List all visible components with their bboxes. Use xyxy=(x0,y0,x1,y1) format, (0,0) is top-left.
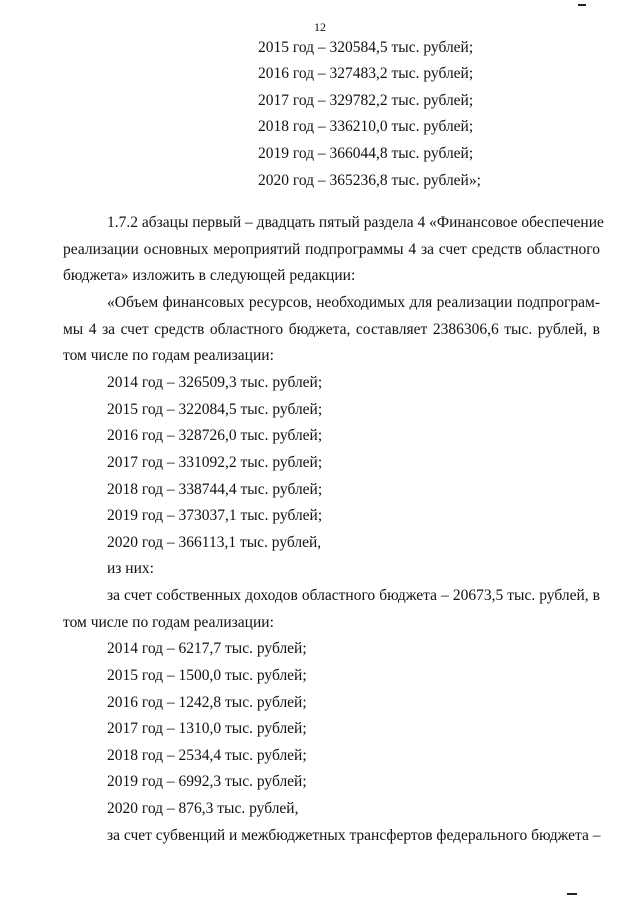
list-item: 2015 год – 320584,5 тыс. рублей; xyxy=(258,39,474,56)
list-item: 2014 год – 6217,7 тыс. рублей; xyxy=(107,640,307,657)
list-item: 2019 год – 366044,8 тыс. рублей; xyxy=(258,145,474,162)
list-item: 2016 год – 1242,8 тыс. рублей; xyxy=(107,694,307,711)
list-item: 2015 год – 322084,5 тыс. рублей; xyxy=(107,401,323,418)
list-item: 2015 год – 1500,0 тыс. рублей; xyxy=(107,667,307,684)
quote-para-line-1: «Объем финансовых ресурсов, необходимых для реализации подпрограм- xyxy=(107,294,600,311)
list-item: 2018 год – 338744,4 тыс. рублей; xyxy=(107,481,323,498)
quote-para-line-2: мы 4 за счет средств областного бюджета, составляет 2386306,6 тыс. рублей, в xyxy=(63,321,600,338)
list-item: 2019 год – 6992,3 тыс. рублей; xyxy=(107,773,307,790)
list-item: 2020 год – 365236,8 тыс. рублей»; xyxy=(258,172,481,189)
section-172-line-3: бюджета» изложить в следующей редакции: xyxy=(63,267,356,284)
list-item: 2016 год – 327483,2 тыс. рублей; xyxy=(258,65,474,82)
scan-mark xyxy=(578,4,586,6)
own-income-line-1: за счет собственных доходов областного бюджета – 20673,5 тыс. рублей, в xyxy=(107,587,600,604)
list-item: 2017 год – 1310,0 тыс. рублей; xyxy=(107,720,307,737)
subventions-line: за счет субвенций и межбюджетных трансфертов федерального бюджета – xyxy=(107,827,601,844)
section-172-line-1: 1.7.2 абзацы первый – двадцать пятый раздела 4 «Финансовое обеспечение xyxy=(107,214,604,231)
list-item: 2017 год – 329782,2 тыс. рублей; xyxy=(258,92,474,109)
list-item: 2018 год – 336210,0 тыс. рублей; xyxy=(258,118,474,135)
list-item: 2017 год – 331092,2 тыс. рублей; xyxy=(107,454,323,471)
list-item: 2019 год – 373037,1 тыс. рублей; xyxy=(107,507,323,524)
list-item: 2018 год – 2534,4 тыс. рублей; xyxy=(107,747,307,764)
of-them-label: из них: xyxy=(107,560,154,577)
page-number: 12 xyxy=(314,20,326,34)
own-income-line-2: том числе по годам реализации: xyxy=(63,614,274,631)
section-172-line-2: реализации основных мероприятий подпрограммы 4 за счет средств областного xyxy=(63,241,600,258)
quote-para-line-3: том числе по годам реализации: xyxy=(63,347,274,364)
list-item: 2014 год – 326509,3 тыс. рублей; xyxy=(107,374,323,391)
list-item: 2020 год – 876,3 тыс. рублей, xyxy=(107,800,299,817)
scan-mark xyxy=(567,893,577,895)
list-item: 2016 год – 328726,0 тыс. рублей; xyxy=(107,427,323,444)
list-item: 2020 год – 366113,1 тыс. рублей, xyxy=(107,534,322,551)
